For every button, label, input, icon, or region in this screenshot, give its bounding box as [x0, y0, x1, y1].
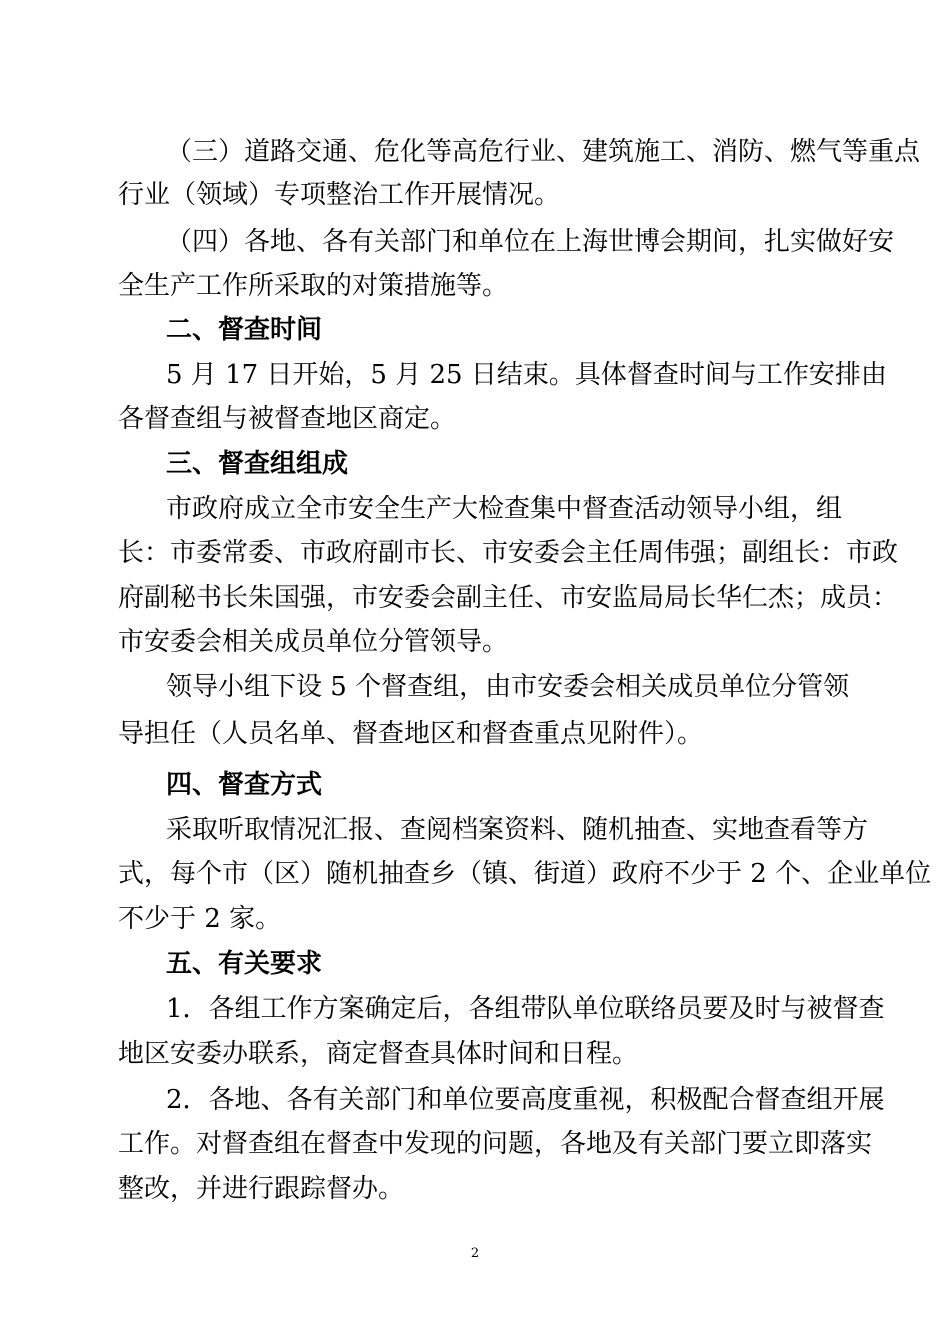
- paragraph-line: 各督查组与被督查地区商定。: [118, 404, 457, 434]
- paragraph-line: 5 月 17 日开始，5 月 25 日结束。具体督查时间与工作安排由: [166, 360, 887, 390]
- paragraph-line: 1．各组工作方案确定后，各组带队单位联络员要及时与被督查: [166, 994, 885, 1024]
- paragraph-line: 府副秘书长朱国强，市安委会副主任、市安监局局长华仁杰；成员：: [118, 583, 899, 613]
- paragraph-line: 全生产工作所采取的对策措施等。: [118, 271, 509, 301]
- paragraph-line: 市安委会相关成员单位分管领导。: [118, 627, 509, 657]
- section-heading: 三、督查组组成: [166, 449, 349, 479]
- paragraph-line: 整改，并进行跟踪督办。: [118, 1174, 405, 1204]
- paragraph-line: 采取听取情况汇报、查阅档案资料、随机抽查、实地查看等方: [166, 815, 869, 845]
- paragraph-line: 市政府成立全市安全生产大检查集中督查活动领导小组，组: [166, 494, 843, 524]
- section-heading: 四、督查方式: [166, 770, 323, 800]
- paragraph-line: 长：市委常委、市政府副市长、市安委会主任周伟强；副组长：市政: [118, 538, 899, 568]
- paragraph-line: 2．各地、各有关部门和单位要高度重视，积极配合督查组开展: [166, 1085, 885, 1115]
- paragraph-line: 行业（领域）专项整治工作开展情况。: [118, 180, 561, 210]
- paragraph-line: 式，每个市（区）随机抽查乡（镇、街道）政府不少于 2 个、企业单位: [118, 859, 932, 889]
- page-number: 2: [470, 1246, 480, 1261]
- paragraph-line: （四）各地、各有关部门和单位在上海世博会期间，扎实做好安: [166, 227, 895, 257]
- paragraph-line: 工作。对督查组在督查中发现的问题，各地及有关部门要立即落实: [118, 1129, 873, 1159]
- paragraph-line: 地区安委办联系，商定督查具体时间和日程。: [118, 1039, 639, 1069]
- paragraph-line: 不少于 2 家。: [118, 904, 282, 934]
- section-heading: 二、督查时间: [166, 315, 323, 345]
- section-heading: 五、有关要求: [166, 949, 323, 979]
- paragraph-line: 领导小组下设 5 个督查组，由市安委会相关成员单位分管领: [166, 672, 850, 702]
- paragraph-line: （三）道路交通、危化等高危行业、建筑施工、消防、燃气等重点: [166, 137, 921, 167]
- paragraph-line: 导担任（人员名单、督查地区和督查重点见附件）。: [118, 719, 704, 749]
